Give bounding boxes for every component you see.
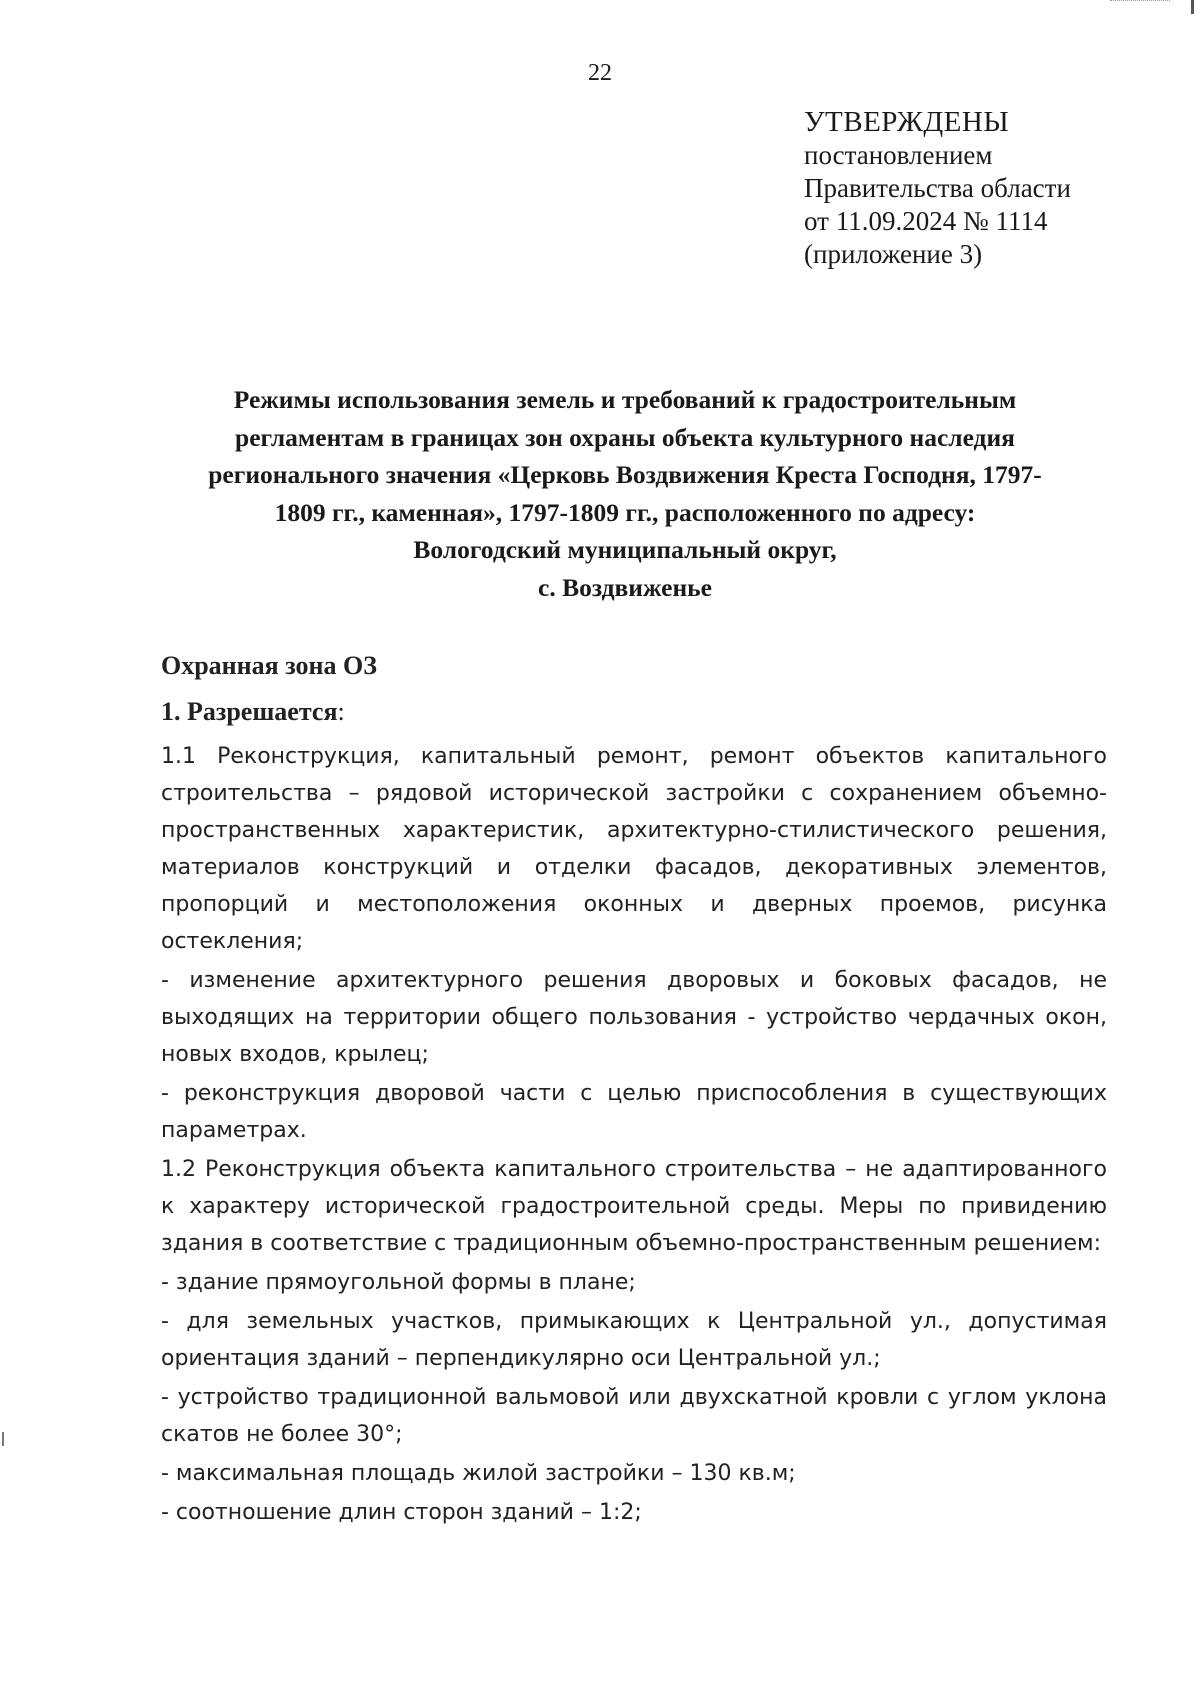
list-item: - здание прямоугольной формы в плане; xyxy=(161,1270,636,1295)
approval-heading: УТВЕРЖДЕНЫ xyxy=(804,106,1010,138)
list-item: - реконструкция дворовой части с целью приспособления в существующих параметрах. xyxy=(161,1081,1107,1143)
approval-appendix: (приложение 3) xyxy=(804,239,983,269)
paragraph: 1.2 Реконструкция объекта капитального строительства – не адаптированного к характеру исторической градостроительной среды. Меры по привидению здания в соответствие с традиционным объемно-пространственным решением: xyxy=(161,1157,1107,1256)
section-heading xyxy=(161,694,1107,730)
approval-line: постановлением xyxy=(804,140,993,170)
paragraph: 1.1 Реконструкция, капитальный ремонт, ремонт объектов капитального строительства – рядовой исторической застройки с сохранением объемно-пространственных характеристик, архитектурно-стилистического решения, материалов конструкций и отделки фасадов, декоративных элементов, пропорций и местоположения оконных и дверных проемов, рисунка остекления; xyxy=(161,744,1107,954)
page-number: 22 xyxy=(588,60,612,86)
title-line: Вологодский муниципальный округ, xyxy=(413,535,837,564)
title-line: Режимы использования земель и требований к градостроительным xyxy=(233,385,1017,414)
scan-artifact xyxy=(1191,0,1194,14)
approval-date: от 11.09.2024 № 1114 xyxy=(804,206,1048,236)
document-title xyxy=(150,381,1100,606)
scan-artifact xyxy=(2,1432,4,1446)
list-item: - максимальная площадь жилой застройки – 130 кв.м; xyxy=(161,1461,796,1486)
section-heading-text: 1. Разрешается xyxy=(161,697,338,726)
list-item: - устройство традиционной вальмовой или двухскатной кровли с углом уклона скатов не более 30°; xyxy=(161,1385,1107,1447)
title-line: регионального значения «Церковь Воздвижения Креста Господня, 1797- xyxy=(208,460,1042,489)
approval-line: Правительства области xyxy=(804,173,1071,203)
title-line: 1809 гг., каменная», 1797-1809 гг., расположенного по адресу: xyxy=(274,497,976,527)
zone-heading: Охранная зона ОЗ xyxy=(161,651,377,680)
document-body xyxy=(161,648,1107,1533)
list-item: - изменение архитектурного решения дворовых и боковых фасадов, не выходящих на территории общего пользования - устройство чердачных окон, новых входов, крылец; xyxy=(161,968,1107,1067)
list-item: - соотношение длин сторон зданий – 1:2; xyxy=(161,1500,642,1525)
title-line: с. Воздвиженье xyxy=(538,572,712,602)
list-item: - для земельных участков, примыкающих к Центральной ул., допустимая ориентация зданий – перпендикулярно оси Центральной ул.; xyxy=(161,1309,1107,1371)
title-line: регламентам в границах зон охраны объекта культурного наследия xyxy=(235,422,1015,452)
approval-stamp xyxy=(804,106,1071,271)
scan-artifact xyxy=(1110,0,1170,4)
section-heading-colon: : xyxy=(337,697,345,726)
